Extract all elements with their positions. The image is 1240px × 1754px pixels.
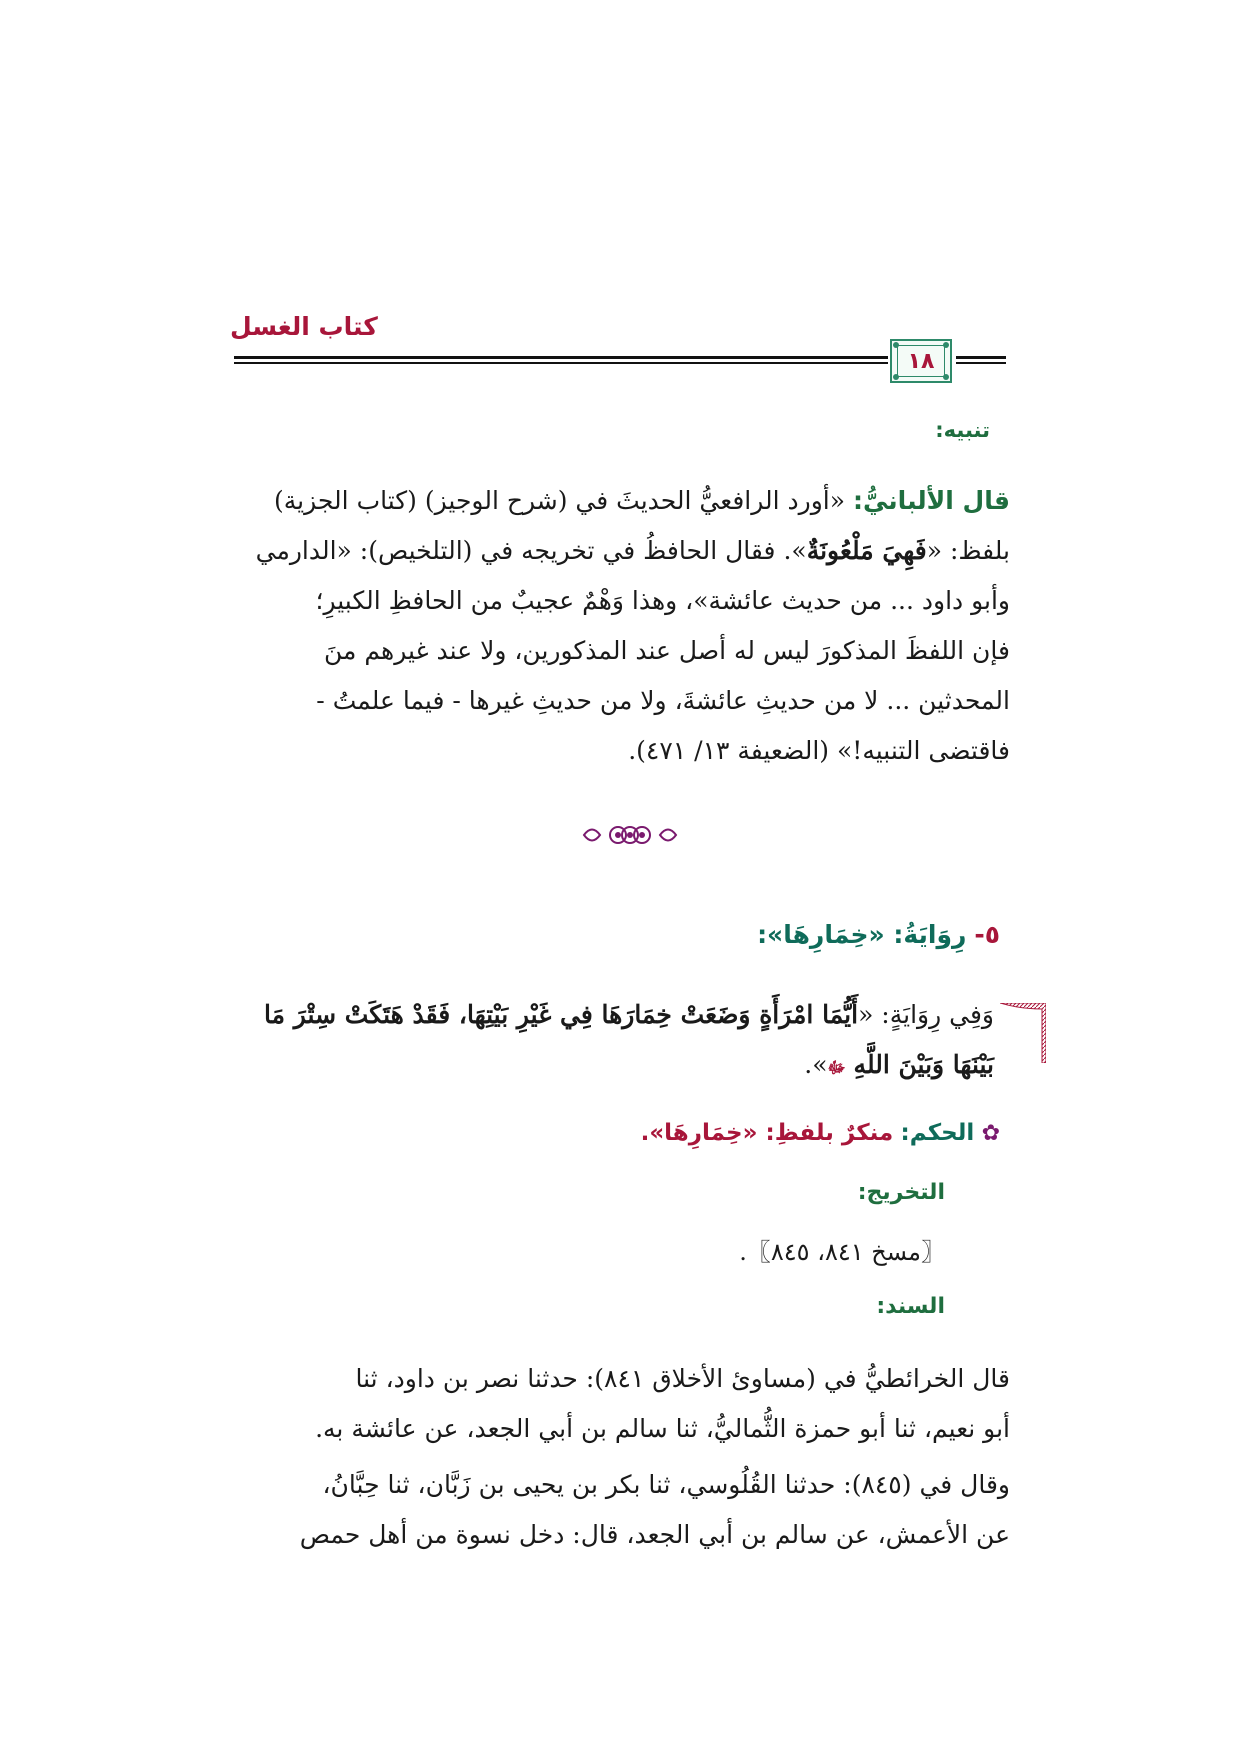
section-heading: [600, 920, 1000, 949]
line-text: ».: [804, 1050, 828, 1079]
page-number-frame: [890, 339, 952, 383]
line-text: «أورد الرافعيُّ الحديثَ في (شرح الوجيز) (كتاب الجزية): [274, 486, 853, 515]
speaker-label: قال الألبانيُّ:: [853, 486, 1010, 515]
ruling-text: منكرٌ بلفظِ: «خِمَارِهَا».: [640, 1120, 894, 1146]
hadith-text: بَيْنَهَا وَبَيْنَ اللَّهِ: [853, 1050, 994, 1079]
flower-bullet-icon: ✿: [981, 1121, 1000, 1146]
notice-paragraph: [230, 476, 1010, 776]
takhrij-heading: التخريج:: [857, 1180, 945, 1205]
header-rule: [234, 356, 888, 359]
text-line: فاقتضى التنبيه!» (الضعيفة ١٣/ ٤٧١).: [628, 736, 1010, 765]
line-text: ». فقال الحافظُ في تخريجه في (التلخيص): «الدارمي: [255, 536, 807, 565]
page-number: ١٨: [897, 345, 945, 377]
ruling-line: [400, 1120, 1000, 1146]
quote-corner-ornament-icon: [1000, 1003, 1046, 1063]
text-line: فإن اللفظَ المذكورَ ليس له أصل عند المذكورين، ولا عند غيرهم منَ: [324, 636, 1010, 665]
hadith-text: أَيُّمَا امْرَأَةٍ وَضَعَتْ خِمَارَهَا فِي غَيْرِ بَيْتِهَا، فَقَدْ هَتَكَتْ سِتْرَ مَا: [264, 1000, 859, 1029]
section-divider-ornament-icon: [580, 820, 680, 850]
text-line: [230, 1040, 994, 1093]
ruling-label: الحكم:: [900, 1120, 975, 1146]
takhrij-reference: 〖مسخ ٨٤١، ٨٤٥〗.: [739, 1238, 945, 1266]
text-line: وقال في (٨٤٥): حدثنا القُلُوسي، ثنا بكر بن يحيى بن زَبَّان، ثنا حِبَّانُ،: [322, 1470, 1010, 1499]
text-line: وأبو داود ... من حديث عائشة»، وهذا وَهْمٌ عجيبٌ من الحافظِ الكبيرِ؛: [315, 586, 1010, 615]
hadith-quote: [230, 990, 994, 1093]
text-line: قال الخرائطيُّ في (مساوئ الأخلاق ٨٤١): حدثنا نصر بن داود، ثنا: [355, 1364, 1010, 1393]
text-line: [230, 476, 1010, 526]
book-title: كتاب الغسل: [230, 312, 378, 341]
text-line: أبو نعيم، ثنا أبو حمزة الثُّماليُّ، ثنا سالم بن أبي الجعد، عن عائشة به.: [315, 1414, 1010, 1443]
honorific: ﷻ: [827, 1058, 846, 1077]
sanad-paragraph: [230, 1354, 1010, 1560]
sanad-heading: السند:: [876, 1294, 945, 1319]
header-rule: [234, 362, 888, 364]
text-line: [230, 526, 1010, 576]
section-number: ٥-: [974, 920, 1000, 949]
line-text: بلفظ: «: [926, 536, 1010, 565]
notice-heading: تنبيه:: [935, 418, 990, 442]
text-line: المحدثين ... لا من حديثِ عائشةَ، ولا من حديثِ غيرها - فيما علمتُ -: [316, 686, 1010, 715]
text-line: عن الأعمش، عن سالم بن أبي الجعد، قال: دخل نسوة من أهل حمص: [299, 1520, 1010, 1549]
text-line: [230, 990, 994, 1040]
quoted-term: فَهِيَ مَلْعُونَةٌ: [806, 536, 927, 565]
line-text: وَفِي رِوَايَةٍ: «: [858, 1000, 994, 1029]
header-rule: [956, 356, 1006, 359]
header-rule: [956, 362, 1006, 364]
section-title: رِوَايَةُ: «خِمَارِهَا»:: [757, 920, 967, 949]
